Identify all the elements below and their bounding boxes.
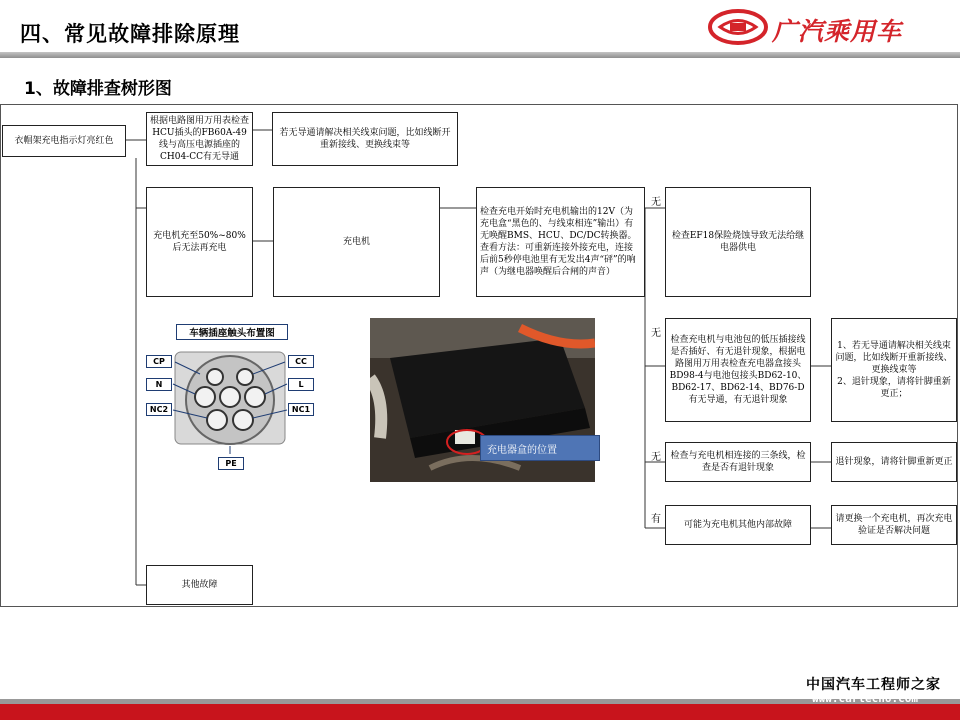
other-fault-text: 其他故障: [181, 580, 218, 590]
photo-caption: 充电器盒的位置: [480, 435, 600, 461]
charger-text: 充电机: [342, 237, 370, 247]
wake-check-text: 检查充电开始时充电机输出的12V（为充电盒“黑色的、与线束相连”输出）有无唤醒BMS、HCU、DC/DC转换器。查看方法：可重新连接外接充电，连接后前5秒停电池里有无发出4声“砰”的响声（为继电器唤醒后合闸的声音）: [480, 207, 637, 277]
watermark-url: www.cartech8.com: [812, 692, 918, 705]
root-symptom-text: 衣帽架充电指示灯亮红色: [14, 136, 114, 146]
page-title: 四、常见故障排除原理: [20, 22, 240, 46]
pin-label-cc: CC: [288, 355, 314, 368]
three-wire-check-box: [665, 442, 811, 482]
pin-label-nc2: NC2: [146, 403, 172, 416]
lowvolt-fix-text: 1、若无导通请解决相关线束问题，比如线断开重新接线、更换线束等 2、退针现象，请将针脚重新更正；: [835, 341, 953, 399]
internal-fix-text: 请更换一个充电机，再次充电验证是否解决问题: [835, 514, 953, 536]
pin-label-n: N: [146, 378, 172, 391]
hcu-check-box: [146, 112, 253, 166]
charge-stop-text: 充电机充至50%~80%后无法再充电: [153, 231, 246, 253]
pin-label-pe: PE: [218, 457, 244, 470]
branch-label-none: 无: [651, 328, 661, 339]
socket-diagram-title: 车辆插座触头布置图: [176, 324, 288, 340]
hcu-check-text: 根据电路图用万用表检查HCU插头的FB60A-49线与高压电源插座的CH04-CC有无导通: [150, 116, 250, 162]
watermark-text: 中国汽车工程师之家: [806, 677, 941, 693]
section-subtitle: 1、故障排查树形图: [24, 79, 172, 99]
lowvolt-check-box: [665, 318, 811, 422]
lowvolt-fix-box: [831, 318, 957, 422]
fuse-check-box: [665, 187, 811, 297]
branch-label-none: 无: [651, 197, 661, 208]
three-wire-fix-text: 退针现象，请将针脚重新更正: [835, 457, 953, 467]
internal-fault-box: [665, 505, 811, 545]
lowvolt-check-text: 检查充电机与电池包的低压插接线是否插好、有无退针现象，根据电路图用万用表检查充电器盒接头BD98-4与电池包接头BD62-10、BD62-17、BD62-14、BD76-D有无导通，有无退针现象: [669, 335, 807, 405]
hcu-fix-text: 若无导通请解决相关线束问题，比如线断开重新接线、更换线束等: [279, 128, 451, 150]
branch-label-yes: 有: [651, 514, 661, 525]
hcu-fix-box: [272, 112, 458, 166]
footer-bar: [0, 704, 960, 720]
pin-label-nc1: NC1: [288, 403, 314, 416]
branch-label-none: 无: [651, 452, 661, 463]
root-symptom-box: [2, 125, 126, 157]
internal-fix-box: [831, 505, 957, 545]
internal-fault-text: 可能为充电机其他内部故障: [683, 520, 792, 530]
brand-name: 广汽乘用车: [772, 17, 903, 46]
three-wire-fix-box: [831, 442, 957, 482]
pin-label-cp: CP: [146, 355, 172, 368]
pin-label-l: L: [288, 378, 314, 391]
other-fault-box: [146, 565, 253, 605]
charge-stop-box: [146, 187, 253, 297]
three-wire-check-text: 检查与充电机相连接的三条线，检查是否有退针现象: [670, 451, 806, 473]
charger-box: [273, 187, 440, 297]
wake-check-box: [476, 187, 645, 297]
fuse-check-text: 检查EF18保险烧蚀导致无法给继电器供电: [671, 231, 805, 253]
charging-socket-diagram: [145, 322, 315, 472]
